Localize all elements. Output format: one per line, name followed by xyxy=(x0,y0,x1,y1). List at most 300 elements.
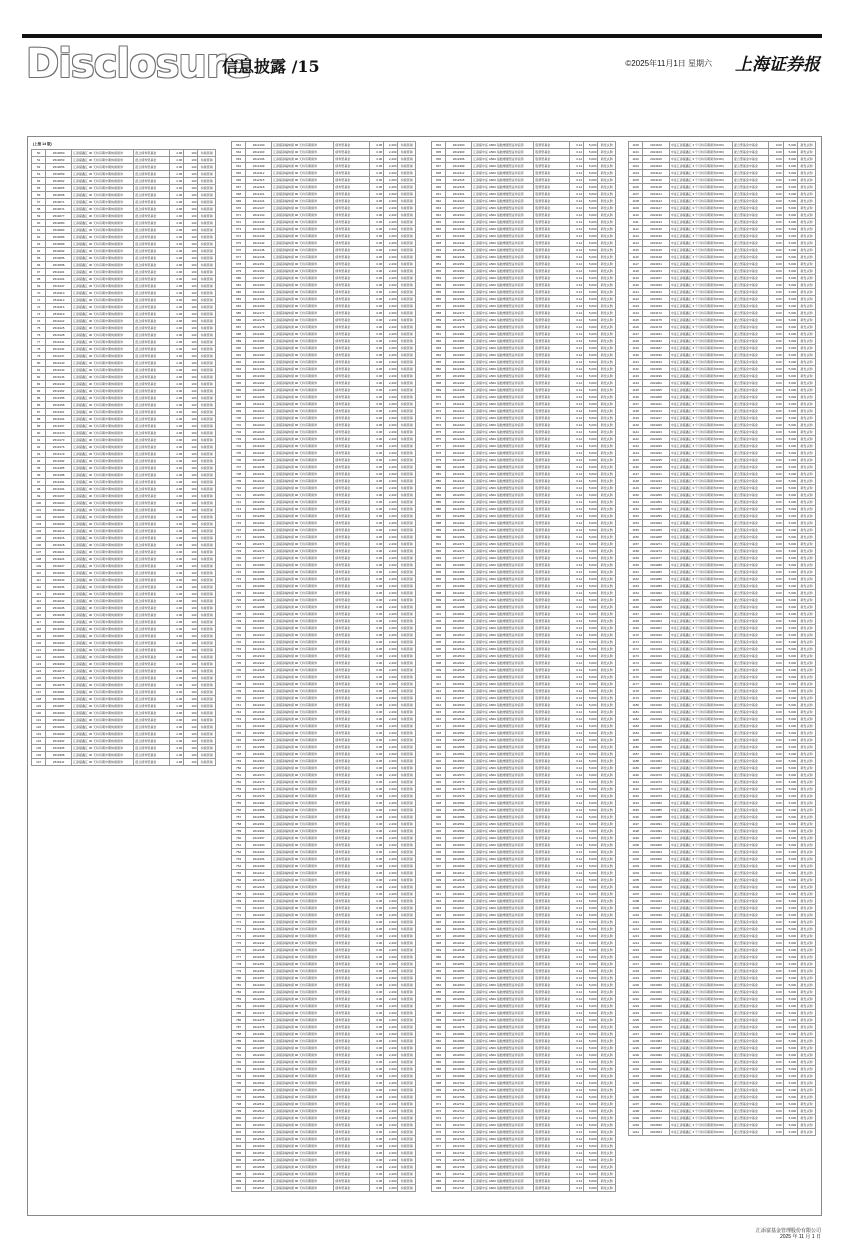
table-cell: 2612328 xyxy=(246,674,272,681)
table-row xyxy=(232,338,416,345)
table-cell: 持续营销 xyxy=(198,577,216,584)
table-cell: 汇添富鑫汇 30 天持有期中期纯债债券 xyxy=(72,234,134,241)
table-cell: 股票型基金 xyxy=(534,877,570,884)
table-cell: 2,400 xyxy=(384,639,398,646)
table-cell: 783 xyxy=(232,996,246,1003)
table-cell: 100 xyxy=(184,255,198,262)
table-cell: 1178 xyxy=(629,688,643,695)
table-row xyxy=(432,555,616,562)
table-cell: 2612343 xyxy=(246,709,272,716)
table-cell: 0.06 xyxy=(369,905,383,912)
table-cell: 721 xyxy=(232,562,246,569)
table-cell: 股票型基金 xyxy=(534,1052,570,1059)
table-cell: 99 xyxy=(32,493,46,500)
table-cell: 5,000 xyxy=(584,772,598,779)
table-cell: 混合债券型基金 xyxy=(134,465,170,472)
table-cell: 持续营销 xyxy=(398,1143,416,1150)
table-cell: 中证汇添富鑫汇 3 个月持有期债券(FOF) xyxy=(669,275,732,282)
table-cell: 671 xyxy=(232,212,246,219)
table-cell: 2612334 xyxy=(246,688,272,695)
table-cell: 汇添富添福纯债 90 天持有期债券 xyxy=(272,975,334,982)
table-cell: 5,000 xyxy=(584,863,598,870)
table-cell: 976 xyxy=(432,1136,446,1143)
table-cell: 2913331 xyxy=(643,681,669,688)
table-cell: 889 xyxy=(432,527,446,534)
table-cell: 719 xyxy=(232,548,246,555)
table-cell: 727 xyxy=(232,604,246,611)
table-cell: 新发认购 xyxy=(798,828,816,835)
table-cell: 1132 xyxy=(629,366,643,373)
table-cell: 868 xyxy=(432,380,446,387)
table-cell: 2,400 xyxy=(384,520,398,527)
table-cell: 新发认购 xyxy=(598,478,616,485)
table-cell: 0.12 xyxy=(569,849,583,856)
table-cell: 0.00 xyxy=(769,919,783,926)
table-cell: 汇添富中证 A500 指数增强型证券投资 xyxy=(472,401,534,408)
table-cell: 债券型基金 xyxy=(334,688,370,695)
table-cell: 债券型基金 xyxy=(334,492,370,499)
table-cell: 2612570 xyxy=(446,772,472,779)
table-row xyxy=(629,954,816,961)
table-cell: 5,000 xyxy=(584,723,598,730)
table-cell: 2612309 xyxy=(446,163,472,170)
table-row xyxy=(629,373,816,380)
table-cell: 汇添富添福纯债 90 天持有期债券 xyxy=(272,156,334,163)
table-cell: 2519179 xyxy=(46,451,72,458)
table-cell: 债券型基金 xyxy=(334,184,370,191)
table-cell: 股票型基金 xyxy=(534,996,570,1003)
table-cell: 125 xyxy=(32,675,46,682)
table-cell: 0.12 xyxy=(569,408,583,415)
table-cell: 汇添富添福纯债 90 天持有期债券 xyxy=(272,674,334,681)
table-cell: 5,000 xyxy=(584,352,598,359)
table-cell: 0.00 xyxy=(769,1017,783,1024)
table-row xyxy=(629,240,816,247)
table-cell: 5,000 xyxy=(783,415,797,422)
table-cell: 5,000 xyxy=(783,1052,797,1059)
table-cell: 2519089 xyxy=(46,241,72,248)
table-cell: 2612489 xyxy=(446,583,472,590)
table-cell: 新发认购 xyxy=(598,184,616,191)
table-cell: 0.12 xyxy=(569,891,583,898)
table-cell: 混合债券型基金 xyxy=(134,248,170,255)
table-cell: 新发认购 xyxy=(598,247,616,254)
table-cell: 持续营销 xyxy=(198,542,216,549)
table-cell: 2913394 xyxy=(643,828,669,835)
table-row xyxy=(232,702,416,709)
table-cell: 新发认购 xyxy=(598,296,616,303)
table-cell: 2,400 xyxy=(384,562,398,569)
table-cell: 0.12 xyxy=(569,1136,583,1143)
table-cell: 2612717 xyxy=(446,1115,472,1122)
table-cell: 2612420 xyxy=(446,422,472,429)
table-cell: 持续营销 xyxy=(198,633,216,640)
table-cell: 769 xyxy=(232,898,246,905)
table-cell: 2.06 xyxy=(169,367,183,374)
table-cell: 970 xyxy=(432,1094,446,1101)
table-cell: 2612537 xyxy=(446,695,472,702)
table-cell: 2519104 xyxy=(46,276,72,283)
table-cell: 2519149 xyxy=(46,381,72,388)
table-cell: 5,000 xyxy=(584,1101,598,1108)
table-cell: 0.06 xyxy=(369,338,383,345)
table-cell: 5,000 xyxy=(584,982,598,989)
table-cell: 0.06 xyxy=(369,618,383,625)
table-cell: 持续营销 xyxy=(398,779,416,786)
table-cell: 938 xyxy=(432,870,446,877)
table-cell: 新发认购 xyxy=(598,289,616,296)
table-cell: 持续营销 xyxy=(398,562,416,569)
table-cell: 1162 xyxy=(629,576,643,583)
table-cell: 汇添富中证 A500 指数增强型证券投资 xyxy=(472,156,534,163)
table-cell: 股票型基金 xyxy=(534,1143,570,1150)
table-cell: 2612211 xyxy=(246,401,272,408)
table-cell: 持续营销 xyxy=(198,374,216,381)
table-cell: 5,000 xyxy=(584,324,598,331)
table-cell: 5,000 xyxy=(783,646,797,653)
table-cell: 汇添富添福纯债 90 天持有期债券 xyxy=(272,618,334,625)
table-row xyxy=(232,639,416,646)
table-cell: 2,400 xyxy=(384,296,398,303)
table-cell: 新发认购 xyxy=(798,884,816,891)
table-cell: 中证汇添富鑫汇 3 个月持有期债券(FOF) xyxy=(669,541,732,548)
table-row xyxy=(32,220,216,227)
table-cell: 中证汇添富鑫汇 3 个月持有期债券(FOF) xyxy=(669,338,732,345)
table-cell: 中证汇添富鑫汇 3 个月持有期债券(FOF) xyxy=(669,632,732,639)
table-cell: 100 xyxy=(184,605,198,612)
table-cell: 债券型基金 xyxy=(334,240,370,247)
table-cell: 2612175 xyxy=(246,317,272,324)
table-cell: 股票型基金 xyxy=(534,1129,570,1136)
table-cell: 股票型基金 xyxy=(534,730,570,737)
table-cell: 100 xyxy=(184,171,198,178)
table-cell: 5,000 xyxy=(783,989,797,996)
table-cell: 债券型基金 xyxy=(334,163,370,170)
table-cell: 混合型基金中基金 xyxy=(732,821,768,828)
table-cell: 2612522 xyxy=(446,660,472,667)
table-row xyxy=(232,331,416,338)
table-cell: 汇添富中证 A500 指数增强型证券投资 xyxy=(472,660,534,667)
table-cell: 中证汇添富鑫汇 3 个月持有期债券(FOF) xyxy=(669,919,732,926)
table-cell: 0.12 xyxy=(569,954,583,961)
table-cell: 混合债券型基金 xyxy=(134,444,170,451)
table-cell: 汇添富中证 A500 指数增强型证券投资 xyxy=(472,233,534,240)
table-cell: 2612184 xyxy=(246,338,272,345)
table-cell: 汇添富中证 A500 指数增强型证券投资 xyxy=(472,1017,534,1024)
table-cell: 5,000 xyxy=(783,807,797,814)
table-row xyxy=(32,444,216,451)
table-cell: 新发认购 xyxy=(798,674,816,681)
table-cell: 混合型基金中基金 xyxy=(732,464,768,471)
table-cell: 2,400 xyxy=(384,702,398,709)
table-cell: 债券型基金 xyxy=(334,667,370,674)
table-cell: 5,000 xyxy=(783,191,797,198)
table-cell: 持续营销 xyxy=(398,1101,416,1108)
table-cell: 汇添富中证 A500 指数增强型证券投资 xyxy=(472,268,534,275)
table-cell: 汇添富中证 A500 指数增强型证券投资 xyxy=(472,765,534,772)
table-cell: 0.12 xyxy=(569,191,583,198)
table-cell: 持续营销 xyxy=(398,506,416,513)
table-cell: 78 xyxy=(32,346,46,353)
table-cell: 中证汇添富鑫汇 3 个月持有期债券(FOF) xyxy=(669,947,732,954)
table-cell: 汇添富鑫汇 30 天持有期中期纯债债券 xyxy=(72,598,134,605)
table-row xyxy=(232,730,416,737)
table-cell: 0.12 xyxy=(569,639,583,646)
table-cell: 5,000 xyxy=(584,744,598,751)
table-cell: 混合型基金中基金 xyxy=(732,996,768,1003)
table-cell: 债券型基金 xyxy=(334,1045,370,1052)
table-cell: 2,400 xyxy=(384,1094,398,1101)
table-row xyxy=(232,275,416,282)
table-cell: 2519236 xyxy=(46,584,72,591)
table-cell: 债券型基金 xyxy=(334,835,370,842)
table-cell: 2.06 xyxy=(169,395,183,402)
table-cell: 股票型基金 xyxy=(534,576,570,583)
table-cell: 中证汇添富鑫汇 3 个月持有期债券(FOF) xyxy=(669,212,732,219)
table-cell: 890 xyxy=(432,534,446,541)
table-cell: 2519230 xyxy=(46,570,72,577)
table-cell: 中证汇添富鑫汇 3 个月持有期债券(FOF) xyxy=(669,576,732,583)
table-cell: 汇添富鑫汇 30 天持有期中期纯债债券 xyxy=(72,304,134,311)
table-cell: 0.12 xyxy=(569,366,583,373)
table-cell: 债券型基金 xyxy=(334,422,370,429)
table-cell: 股票型基金 xyxy=(534,933,570,940)
table-cell: 新发认购 xyxy=(798,1087,816,1094)
table-cell: 2913379 xyxy=(643,793,669,800)
table-cell: 100 xyxy=(184,668,198,675)
table-cell: 2612384 xyxy=(446,338,472,345)
table-cell: 0.00 xyxy=(769,233,783,240)
table-cell: 债券型基金 xyxy=(334,527,370,534)
table-cell: 债券型基金 xyxy=(334,485,370,492)
table-cell: 132 xyxy=(32,724,46,731)
table-cell: 持续营销 xyxy=(198,318,216,325)
table-cell: 751 xyxy=(232,772,246,779)
table-cell: 新发认购 xyxy=(598,177,616,184)
table-cell: 债券型基金 xyxy=(334,324,370,331)
table-cell: 5,000 xyxy=(584,408,598,415)
table-cell: 汇添富中证 A500 指数增强型证券投资 xyxy=(472,779,534,786)
table-cell: 5,000 xyxy=(584,177,598,184)
table-cell: 0.12 xyxy=(569,212,583,219)
table-cell: 2612351 xyxy=(446,261,472,268)
table-cell: 2,400 xyxy=(384,695,398,702)
table-cell: 混合债券型基金 xyxy=(134,703,170,710)
table-cell: 5,000 xyxy=(584,814,598,821)
table-cell: 678 xyxy=(232,261,246,268)
table-cell: 5,000 xyxy=(584,597,598,604)
table-cell: 5,000 xyxy=(783,492,797,499)
table-cell: 2612447 xyxy=(446,485,472,492)
table-row xyxy=(232,1031,416,1038)
table-row xyxy=(432,233,616,240)
table-cell: 5,000 xyxy=(584,954,598,961)
table-cell: 0.12 xyxy=(569,842,583,849)
table-cell: 持续营销 xyxy=(398,793,416,800)
table-cell: 2,400 xyxy=(384,828,398,835)
table-row xyxy=(232,849,416,856)
table-cell: 5,000 xyxy=(584,359,598,366)
table-cell: 2.06 xyxy=(169,619,183,626)
table-cell: 股票型基金 xyxy=(534,1080,570,1087)
table-cell: 混合型基金中基金 xyxy=(732,499,768,506)
table-cell: 2.06 xyxy=(169,199,183,206)
table-row xyxy=(232,1143,416,1150)
table-cell: 中证汇添富鑫汇 3 个月持有期债券(FOF) xyxy=(669,548,732,555)
table-cell: 1223 xyxy=(629,1003,643,1010)
table-cell: 63 xyxy=(32,241,46,248)
table-cell: 汇添富添福纯债 90 天持有期债券 xyxy=(272,331,334,338)
table-cell: 0.12 xyxy=(569,653,583,660)
table-cell: 0.12 xyxy=(569,716,583,723)
table-cell: 混合型基金中基金 xyxy=(732,779,768,786)
table-cell: 784 xyxy=(232,1003,246,1010)
table-cell: 2.06 xyxy=(169,689,183,696)
table-cell: 新发认购 xyxy=(598,562,616,569)
table-cell: 汇添富添福纯债 90 天持有期债券 xyxy=(272,247,334,254)
table-cell: 债券型基金 xyxy=(334,562,370,569)
table-cell: 100 xyxy=(184,640,198,647)
table-row xyxy=(432,772,616,779)
table-cell: 汇添富添福纯债 90 天持有期债券 xyxy=(272,688,334,695)
table-cell: 5,000 xyxy=(783,625,797,632)
table-row xyxy=(432,1171,616,1178)
table-cell: 2,400 xyxy=(384,205,398,212)
table-cell: 2913346 xyxy=(643,716,669,723)
table-cell: 混合型基金中基金 xyxy=(732,324,768,331)
table-cell: 0.12 xyxy=(569,926,583,933)
table-cell: 80 xyxy=(32,360,46,367)
table-cell: 0.00 xyxy=(769,912,783,919)
table-cell: 911 xyxy=(432,681,446,688)
table-cell: 904 xyxy=(432,632,446,639)
table-cell: 持续营销 xyxy=(198,423,216,430)
table-row xyxy=(32,738,216,745)
table-cell: 0.12 xyxy=(569,828,583,835)
table-cell: 新发认购 xyxy=(598,695,616,702)
table-row xyxy=(432,604,616,611)
table-cell: 中证汇添富鑫汇 3 个月持有期债券(FOF) xyxy=(669,170,732,177)
table-cell: 746 xyxy=(232,737,246,744)
table-cell: 汇添富中证 A500 指数增强型证券投资 xyxy=(472,968,534,975)
table-cell: 0.12 xyxy=(569,548,583,555)
table-cell: 731 xyxy=(232,632,246,639)
table-cell: 0.00 xyxy=(769,674,783,681)
table-cell: 混合型基金中基金 xyxy=(732,730,768,737)
table-cell: 新发认购 xyxy=(598,996,616,1003)
table-cell: 中证汇添富鑫汇 3 个月持有期债券(FOF) xyxy=(669,534,732,541)
table-cell: 2,400 xyxy=(384,667,398,674)
table-cell: 5,000 xyxy=(783,464,797,471)
table-cell: 2,400 xyxy=(384,709,398,716)
table-cell: 0.12 xyxy=(569,590,583,597)
table-cell: 2519293 xyxy=(46,717,72,724)
table-cell: 2612687 xyxy=(446,1045,472,1052)
table-cell: 2612199 xyxy=(246,373,272,380)
table-row xyxy=(629,359,816,366)
table-cell: 1239 xyxy=(629,1115,643,1122)
table-cell: 汇添富中证 A500 指数增强型证券投资 xyxy=(472,177,534,184)
table-cell: 汇添富添福纯债 90 天持有期债券 xyxy=(272,394,334,401)
table-cell: 2612606 xyxy=(446,856,472,863)
table-cell: 汇添富鑫汇 30 天持有期中期纯债债券 xyxy=(72,374,134,381)
table-row xyxy=(629,1052,816,1059)
table-cell: 新发认购 xyxy=(798,170,816,177)
table-row xyxy=(232,821,416,828)
table-cell: 0.06 xyxy=(369,835,383,842)
table-cell: 2913496 xyxy=(643,1066,669,1073)
table-cell: 735 xyxy=(232,660,246,667)
table-cell: 2612654 xyxy=(446,968,472,975)
table-cell: 2612549 xyxy=(446,723,472,730)
table-cell: 汇添富中证 A500 指数增强型证券投资 xyxy=(472,513,534,520)
table-cell: 5,000 xyxy=(584,688,598,695)
table-cell: 2519125 xyxy=(46,325,72,332)
table-cell: 2612315 xyxy=(446,177,472,184)
table-cell: 混合型基金中基金 xyxy=(732,835,768,842)
table-cell: 5,000 xyxy=(783,849,797,856)
table-row xyxy=(629,1108,816,1115)
table-cell: 2612573 xyxy=(446,779,472,786)
table-cell: 121 xyxy=(32,647,46,654)
table-cell: 0.00 xyxy=(769,198,783,205)
table-row xyxy=(32,584,216,591)
table-cell: 汇添富鑫汇 30 天持有期中期纯债债券 xyxy=(72,367,134,374)
table-cell: 2,400 xyxy=(384,583,398,590)
table-column-1 xyxy=(31,141,216,1211)
table-cell: 133 xyxy=(32,731,46,738)
table-cell: 新发认购 xyxy=(798,765,816,772)
table-cell: 5,000 xyxy=(584,639,598,646)
table-cell: 75 xyxy=(32,325,46,332)
table-row xyxy=(432,891,616,898)
table-cell: 2612322 xyxy=(246,660,272,667)
table-cell: 5,000 xyxy=(783,394,797,401)
table-cell: 新发认购 xyxy=(598,1164,616,1171)
table-cell: 汇添富鑫汇 30 天持有期中期纯债债券 xyxy=(72,654,134,661)
table-cell: 混合债券型基金 xyxy=(134,332,170,339)
table-cell: 1151 xyxy=(629,499,643,506)
table-cell: 0.06 xyxy=(369,583,383,590)
table-cell: 2519290 xyxy=(46,710,72,717)
table-cell: 100 xyxy=(184,689,198,696)
table-cell: 2913265 xyxy=(643,527,669,534)
table-cell: 新发认购 xyxy=(598,1073,616,1080)
table-cell: 汇添富鑫汇 30 天持有期中期纯债债券 xyxy=(72,185,134,192)
table-cell: 0.00 xyxy=(769,688,783,695)
table-cell: 持续营销 xyxy=(198,738,216,745)
table-cell: 912 xyxy=(432,688,446,695)
table-cell: 2.06 xyxy=(169,633,183,640)
table-cell: 661 xyxy=(232,142,246,149)
table-cell: 5,000 xyxy=(783,863,797,870)
table-cell: 混合型基金中基金 xyxy=(732,310,768,317)
table-cell: 83 xyxy=(32,381,46,388)
table-cell: 2,400 xyxy=(384,548,398,555)
table-cell: 新发认购 xyxy=(798,499,816,506)
table-row xyxy=(232,520,416,527)
table-cell: 698 xyxy=(232,401,246,408)
table-row xyxy=(629,205,816,212)
table-cell: 债券型基金 xyxy=(334,338,370,345)
table-cell: 混合债券型基金 xyxy=(134,626,170,633)
table-cell: 混合债券型基金 xyxy=(134,311,170,318)
table-cell: 97 xyxy=(32,479,46,486)
table-cell: 2.06 xyxy=(169,752,183,759)
table-cell: 汇添富添福纯债 90 天持有期债券 xyxy=(272,1017,334,1024)
table-cell: 0.00 xyxy=(769,1024,783,1031)
table-cell: 汇添富添福纯债 90 天持有期债券 xyxy=(272,457,334,464)
